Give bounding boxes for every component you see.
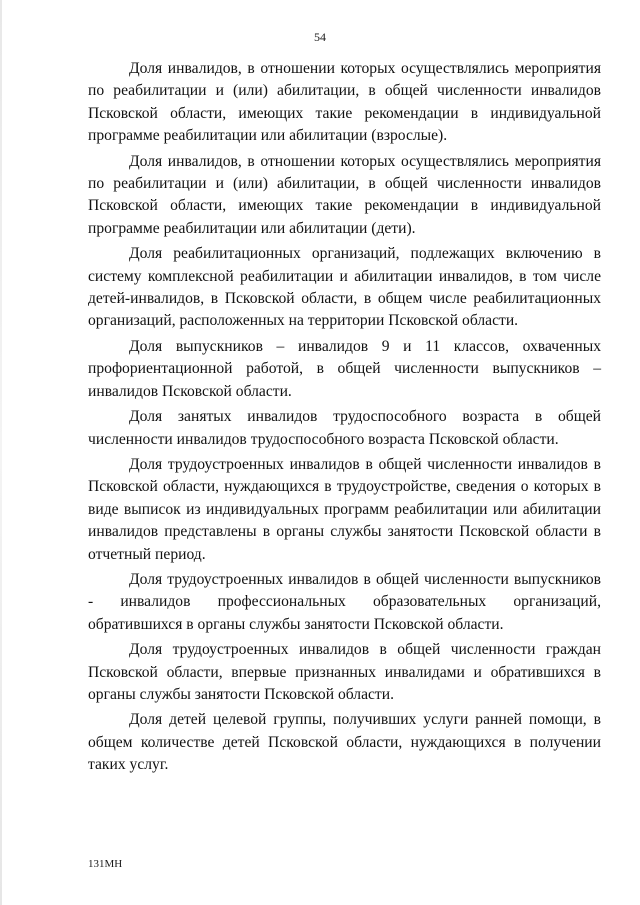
paragraph-employed-in-need: Доля трудоустроенных инвалидов в общей численности инвалидов в Псковской области, нуждающихся в трудоустройстве, сведения о которых в виде выписок из индивидуальных программ реабилитации или абилитации инвалидов представлены в органы службы занятости Псковской области в отчетный период. <box>88 455 601 563</box>
paragraph-adult-rehabilitation: Доля инвалидов, в отношении которых осуществлялись мероприятия по реабилитации и (или) абилитации, в общей численности инвалидов Псковской области, имеющих такие рекомендации в индивидуальной программе реабилитации или абилитации (взрослые). <box>88 60 601 145</box>
page-number: 54 <box>314 30 326 44</box>
paragraph-child-rehabilitation: Доля инвалидов, в отношении которых осуществлялись мероприятия по реабилитации и (или) абилитации, в общей численности инвалидов Псковской области, имеющих такие рекомендации в индивидуальной программе реабилитации или абилитации (дети). <box>88 152 601 237</box>
footer-document-code: 131МН <box>88 858 123 870</box>
paragraph-employed-graduates: Доля трудоустроенных инвалидов в общей численности выпускников - инвалидов профессиональных образовательных организаций, обратившихся в органы службы занятости Псковской области. <box>88 570 601 633</box>
scan-edge <box>0 0 2 905</box>
paragraph-employed-newly-recognized: Доля трудоустроенных инвалидов в общей численности граждан Псковской области, впервые признанных инвалидами и обратившихся в органы службы занятости Псковской области. <box>88 641 601 703</box>
paragraph-rehabilitation-organizations: Доля реабилитационных организаций, подлежащих включению в систему комплексной реабилитации и абилитации инвалидов, в том числе детей-инвалидов, в Псковской области, в общем числе реабилитационных организаций, расположенных на территории Псковской области. <box>88 245 601 330</box>
paragraph-graduates-career-guidance: Доля выпускников – инвалидов 9 и 11 классов, охваченных профориентационной работой, в общей численности выпускников – инвалидов Псковской области. <box>88 337 601 400</box>
paragraph-employed-working-age: Доля занятых инвалидов трудоспособного возраста в общей численности инвалидов трудоспособного возраста Псковской области. <box>88 408 601 448</box>
paragraph-early-help-children: Доля детей целевой группы, получивших услуги ранней помощи, в общем количестве детей Псковской области, нуждающихся в получении таких услуг. <box>88 711 601 774</box>
document-body <box>88 58 601 780</box>
